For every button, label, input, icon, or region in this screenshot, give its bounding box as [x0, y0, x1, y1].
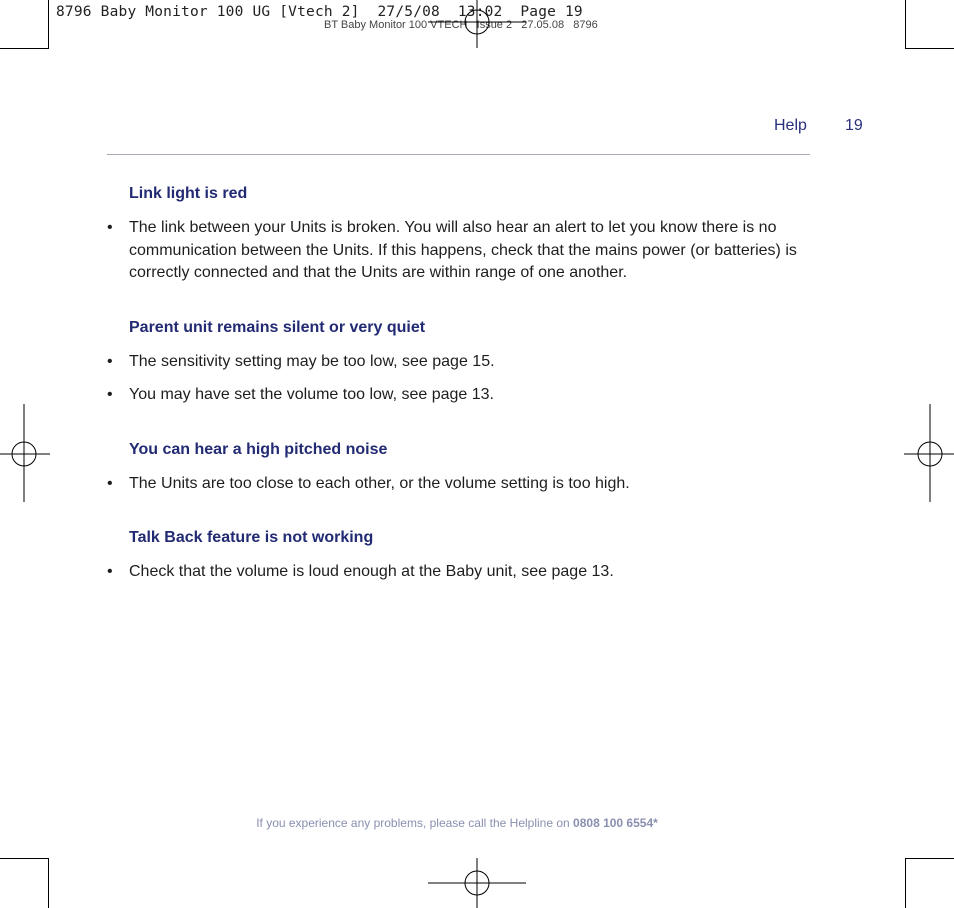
- section-heading: Link light is red: [129, 185, 248, 202]
- bullet-text: You may have set the volume too low, see page 13.: [129, 386, 494, 403]
- registration-mark-right: [904, 404, 954, 502]
- bullet-glyph: •: [107, 219, 113, 236]
- bullet-item: [107, 217, 807, 285]
- bullet-text: The link between your Units is broken. You will also hear an alert to let you know there is no communication between the Units. If this happens, check that the mains power (or batteries) is correctly connected and that the Units are within range of one another.: [129, 219, 797, 281]
- helpline-footer: [0, 816, 914, 830]
- bullet-glyph: •: [107, 563, 113, 580]
- registration-mark-top: [428, 0, 526, 50]
- bullet-item: [107, 351, 807, 374]
- crop-mark-bottom-left-h: [0, 858, 49, 859]
- crop-mark-top-right-v: [905, 0, 906, 49]
- helpline-number: 0808 100 6554*: [573, 816, 658, 830]
- bullet-item: [107, 561, 807, 584]
- bullet-text: Check that the volume is loud enough at the Baby unit, see page 13.: [129, 563, 614, 580]
- troubleshoot-section: [107, 317, 807, 407]
- registration-mark-bottom: [428, 858, 526, 908]
- section-heading: Parent unit remains silent or very quiet: [129, 318, 426, 336]
- bullet-item: [107, 473, 807, 496]
- crop-mark-top-right-h: [905, 48, 954, 49]
- bullet-glyph: •: [107, 352, 113, 370]
- header-rule: [107, 154, 810, 155]
- troubleshoot-section: [107, 527, 807, 584]
- troubleshoot-section: [107, 439, 807, 496]
- troubleshoot-section: [107, 183, 807, 285]
- help-content: [107, 183, 807, 616]
- crop-mark-bottom-left-v: [48, 858, 49, 908]
- section-heading: Talk Back feature is not working: [129, 529, 374, 546]
- bullet-text: The Units are too close to each other, or the volume setting is too high.: [129, 474, 630, 492]
- crop-mark-top-left-h: [0, 48, 49, 49]
- bullet-item: [107, 384, 807, 407]
- print-slug-secondary: BT Baby Monitor 100 VTECH Issue 2 27.05.08 8796: [324, 19, 598, 31]
- page-number: 19: [845, 117, 863, 134]
- crop-mark-top-left-v: [48, 0, 49, 49]
- running-header-section: Help: [774, 117, 807, 134]
- print-slug: 8796 Baby Monitor 100 UG [Vtech 2] 27/5/08 13:02 Page 19: [56, 4, 583, 20]
- registration-mark-left: [0, 404, 50, 502]
- footer-text: If you experience any problems, please call the Helpline on: [256, 816, 574, 830]
- bullet-text: The sensitivity setting may be too low, see page 15.: [129, 352, 495, 370]
- section-heading: You can hear a high pitched noise: [129, 440, 388, 458]
- crop-mark-bottom-right-h: [905, 858, 954, 859]
- crop-mark-bottom-right-v: [905, 858, 906, 908]
- bullet-glyph: •: [107, 386, 113, 403]
- bullet-glyph: •: [107, 474, 113, 492]
